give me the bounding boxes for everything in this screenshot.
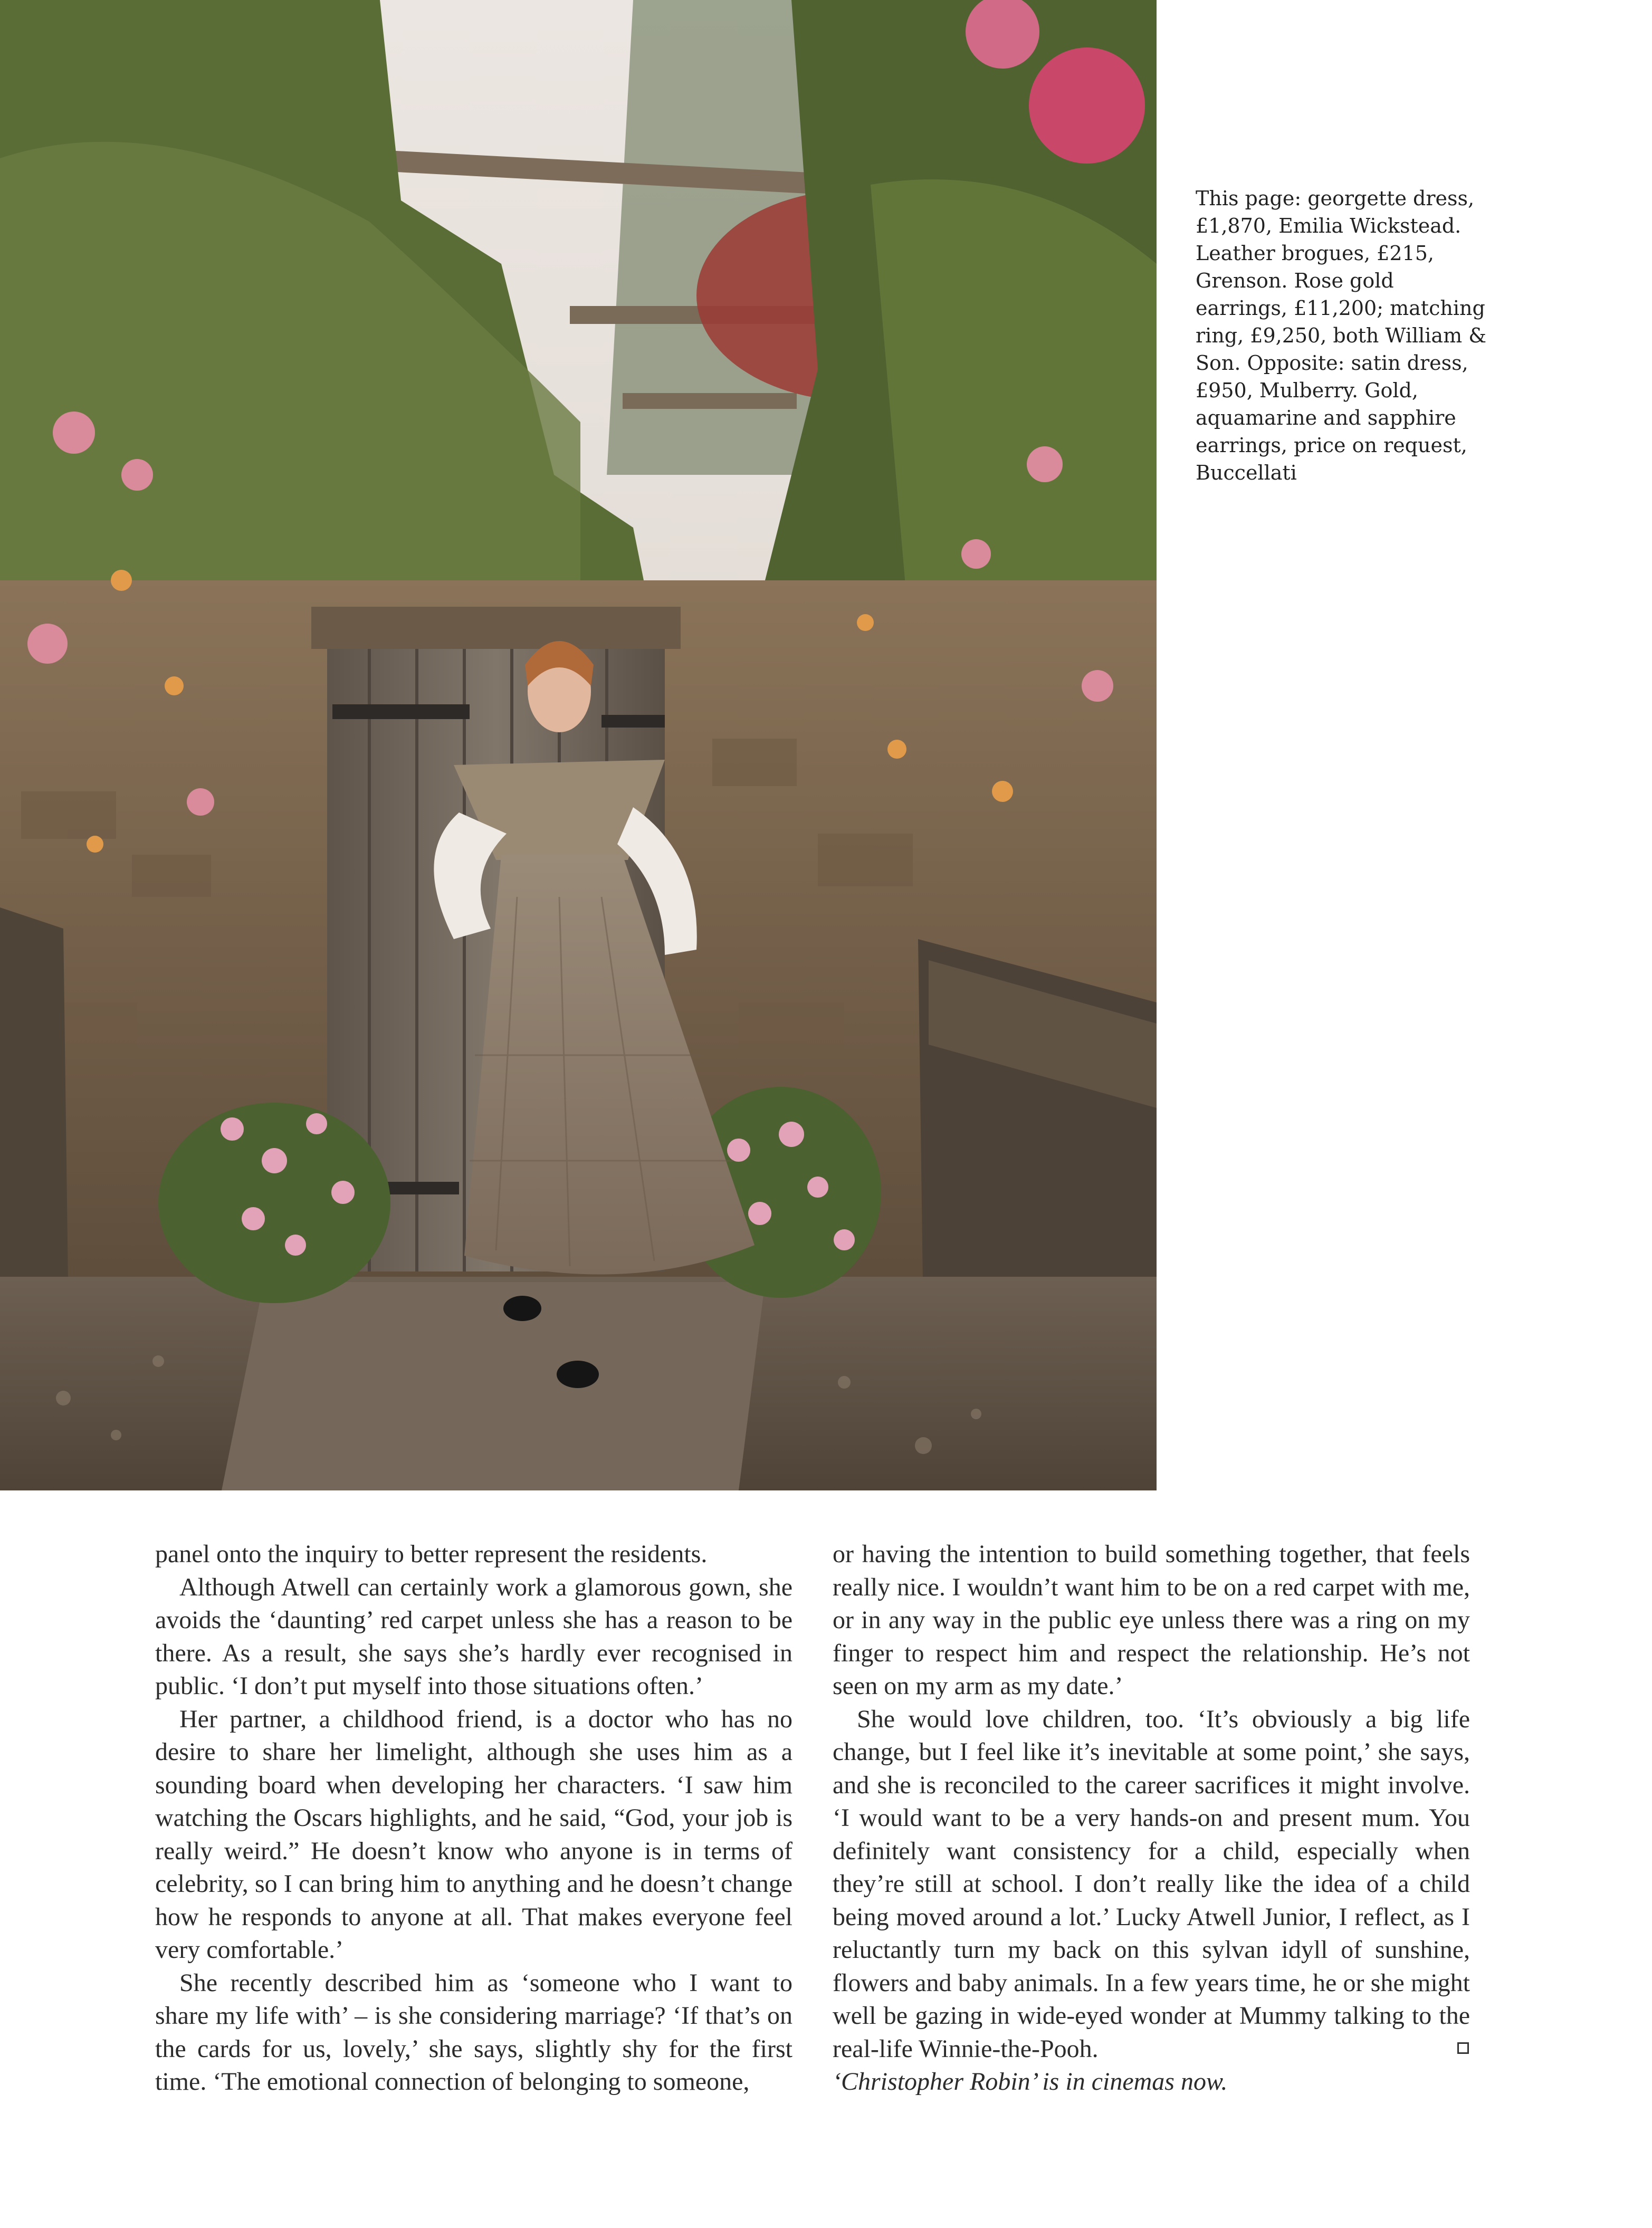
garden-doorway-photo [0,0,1157,1490]
photo-caption [1196,185,1491,486]
fashion-photo [0,0,1157,1490]
paragraph: or having the intention to build something together, that feels really nice. I wouldn’t want him to be on a red carpet with me, or in any way in the public eye unless there was a ring on my finger to respect him and respect the relationship. He’s not seen on my arm as my date.’ [833,1540,1470,1700]
paragraph-final-text: She would love children, too. ‘It’s obviously a big life change, but I feel like it’s inevitable at some point,’ she says, and she is reconciled to the career sacrifices it might involve. ‘I would want to be a very hands-on and present mum. You definitely want consistency for a child, especially when they’re still at school. I don’t really like the idea of a child being moved around a lot.’ Lucky Atwell Junior, I reflect, as I reluctantly turn my back on this sylvan idyll of sunshine, flowers and baby animals. In a few years time, he or she might well be gazing in wide-eyed wonder at Mummy talking to the real-life Winnie-the-Pooh. [833,1705,1470,2063]
paragraph: She recently described him as ‘someone who I want to share my life with’ – is she considering marriage? ‘If that’s on the cards for us, lovely,’ she says, slightly shy for the first time. ‘The emotional connection of belonging to someone, [155,1968,792,2096]
paragraph: Her partner, a childhood friend, is a doctor who has no desire to share her limelight, although she uses him as a sounding board when developing her characters. ‘I saw him watching the Oscars highlights, and he said, “God, your job is really weird.” He doesn’t know who anyone is in terms of celebrity, so I can bring him to anything and he doesn’t change how he responds to anyone at all. That makes everyone feel very comfortable.’ [155,1705,792,1964]
paragraph: panel onto the inquiry to better represent the residents. [155,1540,708,1568]
paragraph: Although Atwell can certainly work a glamorous gown, she avoids the ‘daunting’ red carpet unless she has a reason to be there. As a result, she says she’s hardly ever recognised in public. ‘I don’t put myself into those situations often.’ [155,1573,792,1700]
article-column-right [833,1538,1470,2099]
caption-text: This page: georgette dress, £1,870, Emilia Wickstead. Leather brogues, £215, Grenson. Rose gold earrings, £11,200; matching ring, £9,250, both William & Son. Opposite: satin dress, £950, Mulberry. Gold, aquamarine and sapphire earrings, price on request, Buccellati [1196,187,1487,484]
paragraph-final [833,1703,1470,2066]
article-column-left [155,1538,792,2099]
film-credit: ‘Christopher Robin’ is in cinemas now. [833,2068,1228,2096]
end-of-article-square-icon [1457,2042,1469,2054]
